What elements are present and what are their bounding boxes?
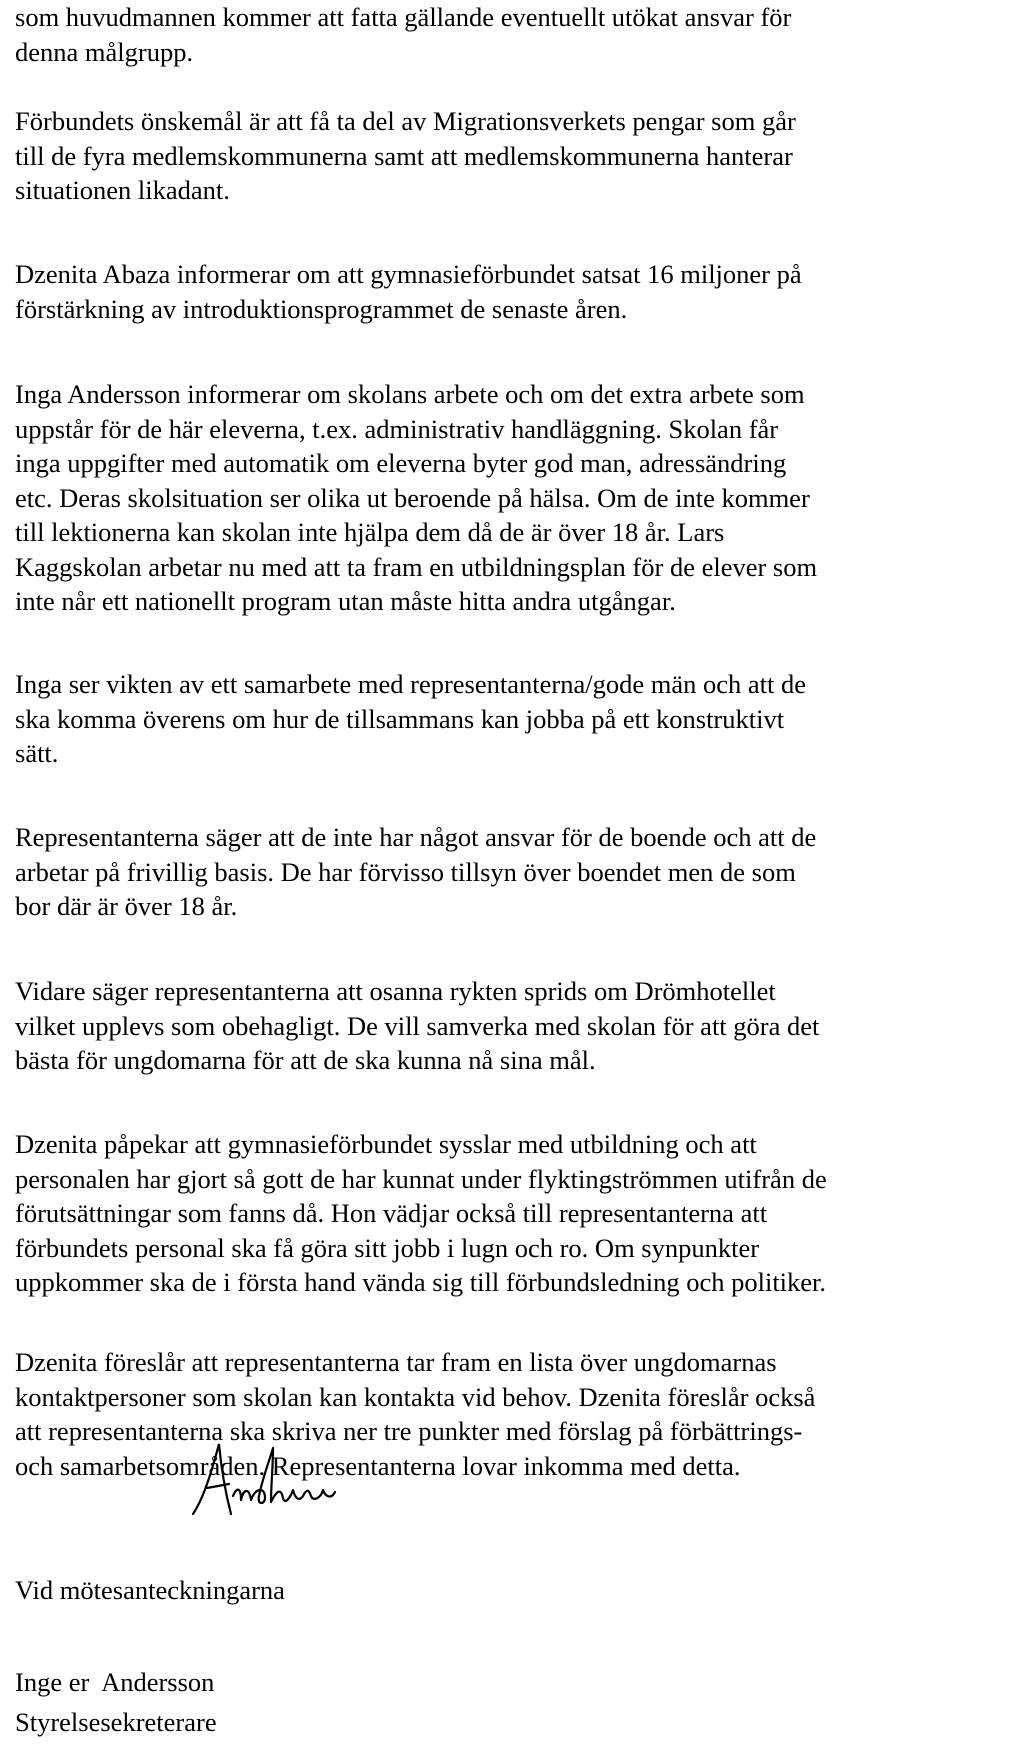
signatory-name	[15, 1665, 615, 1700]
paragraph-line: Dzenita påpekar att gymnasieförbundet sysslar med utbildning och att	[15, 1129, 757, 1159]
paragraph-line: Kaggskolan arbetar nu med att ta fram en utbildningsplan för de elever som	[15, 551, 818, 582]
paragraph-7	[15, 974, 1020, 1078]
paragraph-line: etc. Deras skolsituation ser olika ut beroende på hälsa. Om de inte kommer	[15, 482, 810, 513]
signatory-title-text: Styrelsesekreterare	[15, 1707, 217, 1737]
paragraph-line: inga uppgifter med automatik om eleverna byter god man, adressändring	[15, 448, 787, 478]
paragraph-1	[15, 0, 1020, 69]
signature-drawing	[185, 1436, 345, 1526]
paragraph-4	[15, 377, 1020, 619]
paragraph-8	[15, 1127, 1020, 1300]
paragraph-3	[15, 257, 1020, 326]
paragraph-line: till de fyra medlemskommunerna samt att medlemskommunerna hanterar	[15, 140, 793, 171]
paragraph-line: uppkommer ska de i första hand vända sig till förbundsledning och politiker.	[15, 1267, 827, 1297]
paragraph-line: kontaktpersoner som skolan kan kontakta vid behov. Dzenita föreslår också	[15, 1381, 816, 1412]
paragraph-line: denna målgrupp.	[15, 36, 194, 67]
paragraph-line: bor där är över 18 år.	[15, 891, 238, 921]
paragraph-line: och samarbetsområden. Representanterna lovar inkomma med detta.	[15, 1450, 741, 1481]
paragraph-line: Inga Andersson informerar om skolans arbete och om det extra arbete som	[15, 379, 805, 409]
paragraph-line: ska komma överens om hur de tillsammans kan jobba på ett konstruktivt	[15, 703, 785, 734]
paragraph-line: förutsättningar som fanns då. Hon vädjar också till representanterna att	[15, 1198, 768, 1228]
paragraph-line: Dzenita föreslår att representanterna tar fram en lista över ungdomarnas	[15, 1347, 777, 1377]
closing-intro-text: Vid mötesanteckningarna	[15, 1575, 285, 1605]
paragraph-2	[15, 104, 1020, 208]
paragraph-line: inte når ett nationellt program utan måste hitta andra utgångar.	[15, 586, 676, 616]
paragraph-9	[15, 1345, 1020, 1483]
signatory-name-text: Inge er Andersson	[15, 1667, 215, 1697]
paragraph-line: bästa för ungdomarna för att de ska kunna nå sina mål.	[15, 1045, 596, 1075]
paragraph-line: Dzenita Abaza informerar om att gymnasieförbundet satsat 16 miljoner på	[15, 259, 802, 289]
paragraph-line: Inga ser vikten av ett samarbete med representanterna/gode män och att de	[15, 669, 806, 699]
paragraph-line: arbetar på frivillig basis. De har förvisso tillsyn över boendet men de som	[15, 856, 796, 887]
paragraph-line: Representanterna säger att de inte har något ansvar för de boende och att de	[15, 822, 817, 852]
paragraph-line: förbundets personal ska få göra sitt jobb i lugn och ro. Om synpunkter	[15, 1232, 760, 1263]
paragraph-line: personalen har gjort så gott de har kunnat under flyktingströmmen utifrån de	[15, 1163, 827, 1194]
paragraph-line: till lektionerna kan skolan inte hjälpa dem då de är över 18 år. Lars	[15, 517, 725, 547]
paragraph-line: situationen likadant.	[15, 175, 230, 205]
paragraph-line: som huvudmannen kommer att fatta gällande eventuellt utökat ansvar för	[15, 2, 792, 32]
paragraph-6	[15, 820, 1020, 924]
paragraph-line: vilket upplevs som obehagligt. De vill samverka med skolan för att göra det	[15, 1010, 820, 1041]
paragraph-line: Vidare säger representanterna att osanna rykten sprids om Drömhotellet	[15, 976, 776, 1006]
closing-intro	[15, 1573, 615, 1608]
paragraph-line: uppstår för de här eleverna, t.ex. administrativ handläggning. Skolan får	[15, 413, 779, 444]
signatory-title	[15, 1705, 615, 1740]
paragraph-line: Förbundets önskemål är att få ta del av Migrationsverkets pengar som går	[15, 106, 796, 136]
paragraph-line: att representanterna ska skriva ner tre punkter med förslag på förbättrings-	[15, 1416, 803, 1446]
paragraph-5	[15, 667, 1020, 771]
paragraph-line: förstärkning av introduktionsprogrammet de senaste åren.	[15, 293, 628, 324]
paragraph-line: sätt.	[15, 738, 59, 768]
handwritten-signature	[185, 1436, 345, 1526]
